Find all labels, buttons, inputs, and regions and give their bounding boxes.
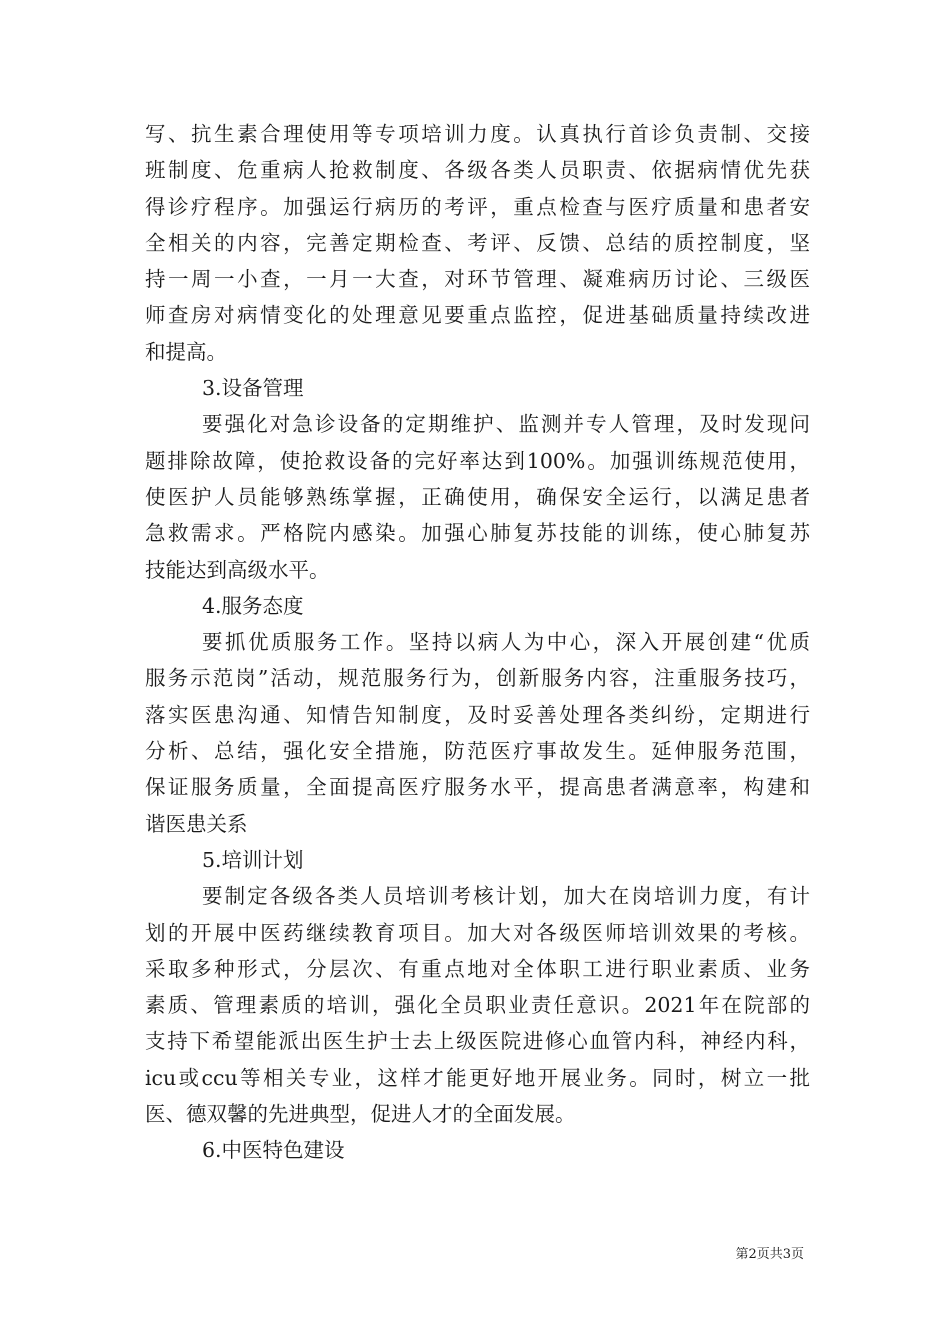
section-heading: 3.设备管理 <box>202 376 304 401</box>
text-line: 分析、总结，强化安全措施，防范医疗事故发生。延伸服务范围， <box>145 739 810 764</box>
text-line: 使医护人员能够熟练掌握，正确使用，确保安全运行，以满足患者 <box>145 484 810 509</box>
text-line: 要强化对急诊设备的定期维护、监测并专人管理，及时发现问 <box>202 412 810 437</box>
text-line: 得诊疗程序。加强运行病历的考评，重点检查与医疗质量和患者安 <box>145 194 810 219</box>
page-number: 第2页共3页 <box>735 1247 804 1262</box>
section-heading: 5.培训计划 <box>202 847 304 872</box>
text-line: 题排除故障，使抢救设备的完好率达到100%。加强训练规范使用， <box>145 448 810 473</box>
text-line: 谐医患关系 <box>145 811 248 836</box>
text-line: 持一周一小查，一月一大查，对环节管理、凝难病历讨论、三级医 <box>145 267 810 292</box>
text-line: 采取多种形式，分层次、有重点地对全体职工进行职业素质、业务 <box>145 956 810 981</box>
text-line: 要抓优质服务工作。坚持以病人为中心，深入开展创建“优质 <box>202 630 810 655</box>
document-body <box>145 116 810 1169</box>
text-line: 保证服务质量，全面提高医疗服务水平，提高患者满意率，构建和 <box>145 775 810 800</box>
section-heading: 4.服务态度 <box>202 593 304 618</box>
text-line: 支持下希望能派出医生护士去上级医院进修心血管内科，神经内科， <box>145 1029 810 1054</box>
text-line: 全相关的内容，完善定期检查、考评、反馈、总结的质控制度，坚 <box>145 230 810 255</box>
text-line: 技能达到高级水平。 <box>145 557 330 582</box>
text-line: 急救需求。严格院内感染。加强心肺复苏技能的训练，使心肺复苏 <box>145 521 810 546</box>
text-line: 医、德双馨的先进典型，促进人才的全面发展。 <box>145 1102 576 1127</box>
text-line: icu或ccu等相关专业，这样才能更好地开展业务。同时，树立一批 <box>145 1065 810 1090</box>
text-line: 要制定各级各类人员培训考核计划，加大在岗培训力度，有计 <box>202 884 810 909</box>
text-line: 素质、管理素质的培训，强化全员职业责任意识。2021年在院部的 <box>145 993 810 1018</box>
text-line: 和提高。 <box>145 339 227 364</box>
text-line: 落实医患沟通、知情告知制度，及时妥善处理各类纠纷，定期进行 <box>145 702 810 727</box>
text-line: 师查房对病情变化的处理意见要重点监控，促进基础质量持续改进 <box>145 303 810 328</box>
text-line: 服务示范岗”活动，规范服务行为，创新服务内容，注重服务技巧， <box>145 666 810 691</box>
section-heading: 6.中医特色建设 <box>202 1138 345 1163</box>
text-line: 班制度、危重病人抢救制度、各级各类人员职责、依据病情优先获 <box>145 158 810 183</box>
text-line: 写、抗生素合理使用等专项培训力度。认真执行首诊负责制、交接 <box>145 122 810 146</box>
text-line: 划的开展中医药继续教育项目。加大对各级医师培训效果的考核。 <box>145 920 810 945</box>
